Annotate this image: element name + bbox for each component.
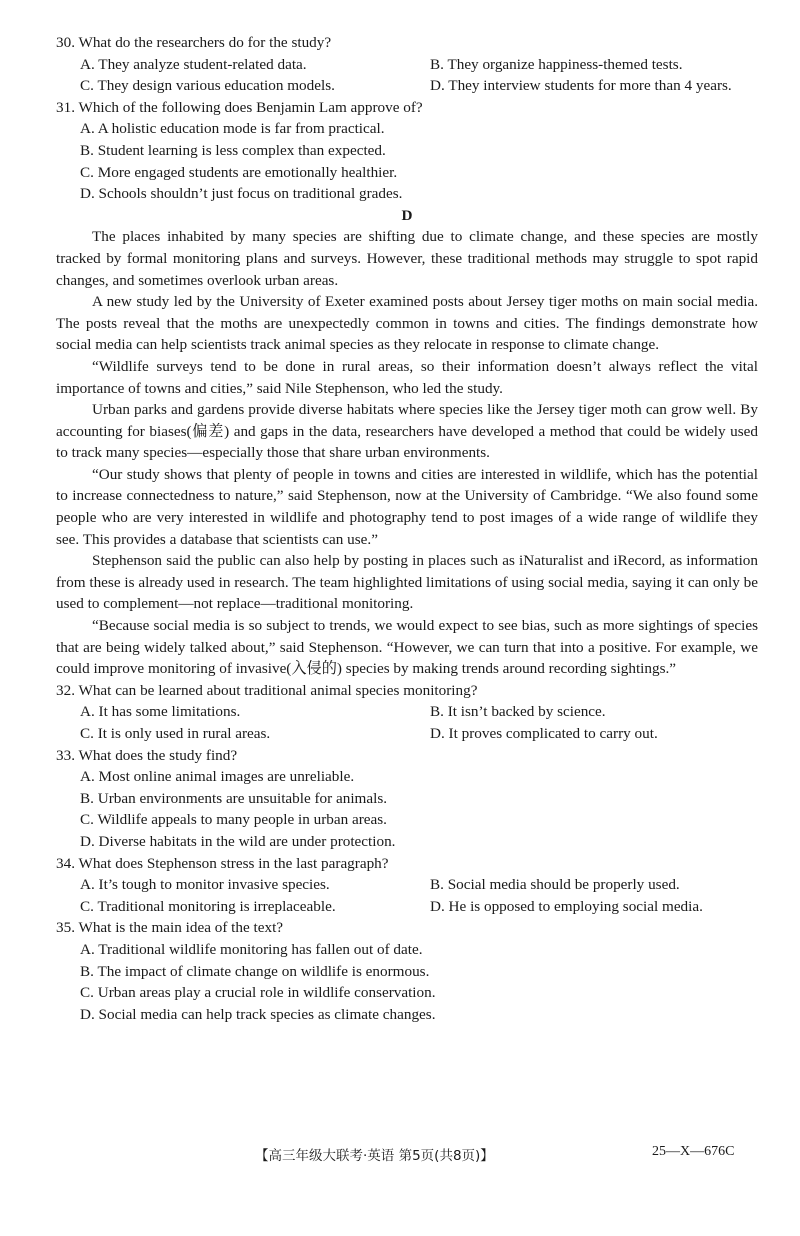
question-stem: 35. What is the main idea of the text? (56, 919, 284, 937)
question-stem: 31. Which of the following does Benjamin Lam approve of? (56, 98, 423, 116)
question-32 (56, 680, 758, 745)
question-35 (56, 917, 758, 1025)
option-a: A. Most online animal images are unreliable. (80, 768, 355, 786)
option-a: A. They analyze student-related data. (80, 55, 307, 73)
option-a: A. It’s tough to monitor invasive species. (80, 876, 330, 894)
paragraph: “Because social media is so subject to trends, we would expect to see bias, such as more sightings of species that are being widely talked about,” said Stephenson. “However, we can turn that into a positive. For example, we could improve monitoring of invasive(入侵的) species by making trends around recording sightings.” (56, 617, 758, 678)
question-33 (56, 745, 758, 853)
option-c: C. More engaged students are emotionally healthier. (80, 163, 398, 181)
option-a: A. It has some limitations. (80, 703, 241, 721)
paragraph: “Wildlife surveys tend to be done in rural areas, so their information doesn’t always reflect the vital importance of towns and cities,” said Nile Stephenson, who led the study. (56, 357, 758, 397)
option-c: C. They design various education models. (80, 77, 335, 95)
option-d: D. Social media can help track species as climate changes. (80, 1005, 436, 1023)
paragraph: “Our study shows that plenty of people in towns and cities are interested in wildlife, which has the potential to increase connectedness to nature,” said Stephenson, now at the University of Cambridge. “We also found some people who are very interested in wildlife and photography tend to post images of a wide range of wildlife they see. This provides a database that scientists can use.” (56, 465, 758, 548)
paragraph: Urban parks and gardens provide diverse habitats where species like the Jersey tiger moth can grow well. By accounting for biases(偏差) and gaps in the data, researchers have developed a method that could be widely used to track many species—especially those that share urban environments. (56, 401, 758, 462)
question-stem: 30. What do the researchers do for the study? (56, 34, 332, 51)
section-label: D (401, 206, 413, 224)
option-b: B. They organize happiness-themed tests. (430, 55, 683, 73)
option-a: A. A holistic education mode is far from practical. (80, 120, 385, 138)
question-stem: 32. What can be learned about traditional animal species monitoring? (56, 681, 478, 699)
option-d: D. He is opposed to employing social media. (430, 897, 703, 915)
option-d: D. Schools shouldn’t just focus on traditional grades. (80, 185, 403, 203)
option-d: D. They interview students for more than 4 years. (430, 77, 732, 95)
option-c: C. Wildlife appeals to many people in urban areas. (80, 811, 387, 829)
exam-page (56, 32, 758, 1025)
paragraph: The places inhabited by many species are shifting due to climate change, and these species are mostly tracked by formal monitoring plans and surveys. However, these traditional methods may struggle to spot rapid changes, and sometimes overlook urban areas. (56, 228, 758, 289)
question-31 (56, 97, 758, 205)
option-b: B. Urban environments are unsuitable for animals. (80, 789, 388, 807)
option-c: C. Traditional monitoring is irreplaceable. (80, 897, 336, 915)
option-d: D. It proves complicated to carry out. (430, 725, 658, 742)
page-info: 【高三年级大联考·英语 第5页(共8页)】 (255, 1148, 494, 1164)
paragraph: A new study led by the University of Exeter examined posts about Jersey tiger moths on main social media. The posts reveal that the moths are unexpectedly common in towns and cities. The findings demonstrate how social media can help scientists track animal species as they relocate in response to climate change. (56, 293, 758, 354)
option-b: B. Social media should be properly used. (430, 876, 680, 894)
option-a: A. Traditional wildlife monitoring has fallen out of date. (80, 940, 423, 958)
option-b: B. The impact of climate change on wildlife is enormous. (80, 962, 430, 980)
question-30 (56, 32, 758, 97)
paragraph: Stephenson said the public can also help by posting in places such as iNaturalist and iRecord, as information from these is already used in research. The team highlighted limitations of using social media, saying it can only be used to complement—not replace—traditional monitoring. (56, 552, 758, 613)
option-c: C. It is only used in rural areas. (80, 725, 271, 742)
option-c: C. Urban areas play a crucial role in wildlife conservation. (80, 984, 436, 1002)
question-stem: 33. What does the study find? (56, 746, 238, 764)
option-d: D. Diverse habitats in the wild are under protection. (80, 832, 396, 850)
option-b: B. Student learning is less complex than expected. (80, 141, 386, 159)
question-34 (56, 853, 758, 918)
option-b: B. It isn’t backed by science. (430, 703, 606, 721)
question-stem: 34. What does Stephenson stress in the last paragraph? (56, 854, 389, 872)
exam-code: 25—X—676C (652, 1144, 735, 1159)
